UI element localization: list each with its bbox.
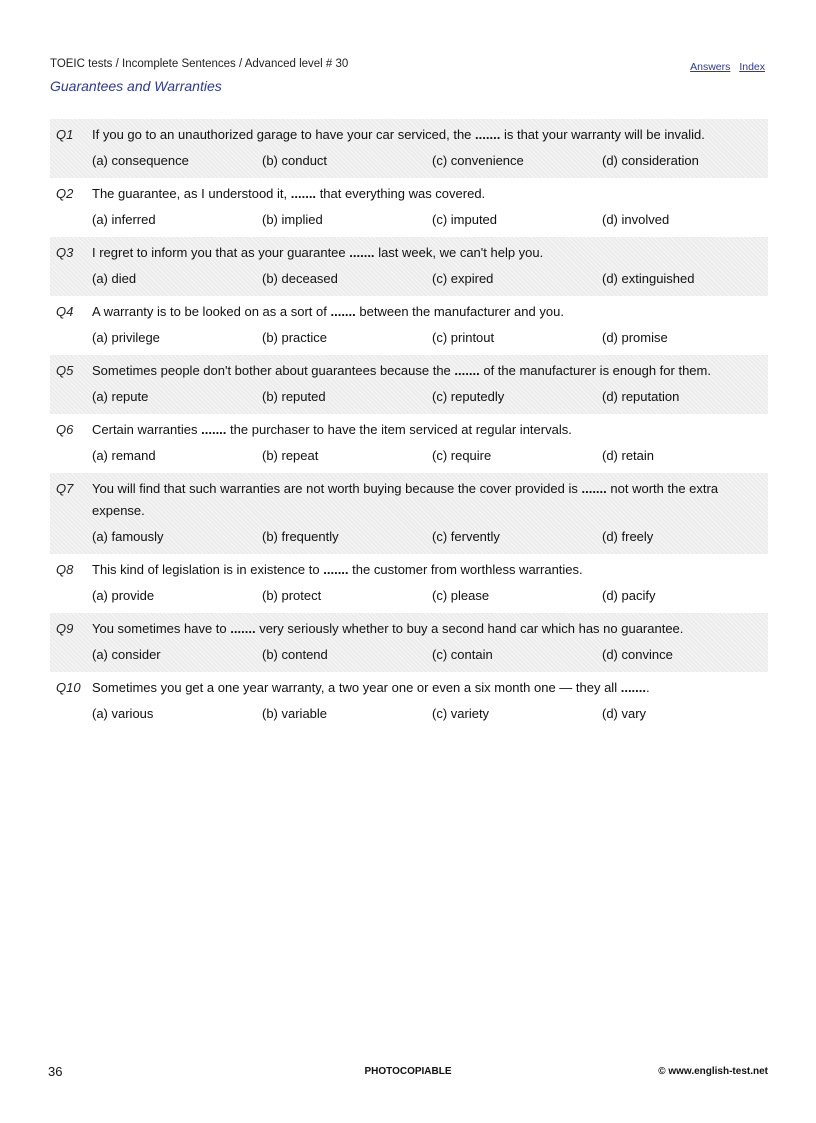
option-c: (c) reputedly [432,389,505,404]
question-2 [50,178,768,237]
question-5 [50,355,768,414]
question-number: Q6 [56,422,74,437]
page-number: 36 [48,1064,63,1079]
option-d: (d) promise [602,330,668,345]
answer-blank: ....... [330,304,356,319]
index-link[interactable]: Index [739,61,765,73]
option-d: (d) consideration [602,153,699,168]
question-text: Sometimes people don't bother about guarantees because the ....... of the manufacturer is enough for them. [92,363,711,378]
option-a: (a) inferred [92,212,156,227]
option-c: (c) expired [432,271,494,286]
option-c: (c) contain [432,647,493,662]
page-header [50,58,765,98]
answers-link[interactable]: Answers [690,61,731,73]
option-c: (c) require [432,448,492,463]
option-b: (b) deceased [262,271,338,286]
option-d: (d) extinguished [602,271,695,286]
option-d: (d) reputation [602,389,680,404]
answer-blank: ....... [201,422,227,437]
header-nav [684,61,765,73]
question-6 [50,414,768,473]
question-text: The guarantee, as I understood it, ....... that everything was covered. [92,186,486,201]
question-4 [50,296,768,355]
question-10 [50,672,768,731]
option-a: (a) consider [92,647,161,662]
answer-blank: ....... [581,481,607,496]
option-a: (a) died [92,271,137,286]
option-a: (a) famously [92,529,164,544]
option-d: (d) retain [602,448,655,463]
answer-blank: ....... [323,562,349,577]
option-b: (b) variable [262,706,328,721]
question-number: Q2 [56,186,74,201]
question-text: You sometimes have to ....... very seriously whether to buy a second hand car which has no guarantee. [92,621,684,636]
option-b: (b) contend [262,647,328,662]
question-number: Q9 [56,621,74,636]
answer-blank: ....... [454,363,480,378]
question-text: This kind of legislation is in existence to ....... the customer from worthless warranties. [92,562,583,577]
question-text: A warranty is to be looked on as a sort of ....... between the manufacturer and you. [92,304,564,319]
option-d: (d) convince [602,647,673,662]
option-c: (c) convenience [432,153,524,168]
option-b: (b) protect [262,588,322,603]
option-c: (c) fervently [432,529,500,544]
question-7 [50,473,768,554]
copyright-notice: © www.english-test.net [658,1066,768,1077]
option-a: (a) privilege [92,330,160,345]
option-c: (c) printout [432,330,495,345]
option-b: (b) practice [262,330,328,345]
question-list [50,119,768,731]
question-text: If you go to an unauthorized garage to have your car serviced, the ....... is that your warranty will be invalid. [92,127,705,142]
question-text: Sometimes you get a one year warranty, a two year one or even a six month one — they all ........ [92,680,650,695]
question-number: Q7 [56,481,74,496]
option-c: (c) variety [432,706,490,721]
question-8 [50,554,768,613]
option-d: (d) pacify [602,588,656,603]
option-d: (d) involved [602,212,670,227]
answer-blank: ....... [230,621,256,636]
question-text: I regret to inform you that as your guarantee ....... last week, we can't help you. [92,245,544,260]
option-b: (b) repeat [262,448,319,463]
breadcrumb: TOEIC tests / Incomplete Sentences / Advanced level # 30 [50,58,349,70]
question-number: Q1 [56,127,74,142]
page-footer [48,1064,768,1080]
option-a: (a) remand [92,448,156,463]
option-b: (b) reputed [262,389,326,404]
option-a: (a) various [92,706,154,721]
question-3 [50,237,768,296]
question-number: Q8 [56,562,74,577]
option-c: (c) imputed [432,212,498,227]
question-number: Q10 [56,680,81,695]
option-a: (a) repute [92,389,149,404]
option-b: (b) conduct [262,153,328,168]
answer-blank: ....... [349,245,375,260]
question-number: Q5 [56,363,74,378]
page-title: Guarantees and Warranties [50,78,222,94]
question-1 [50,119,768,178]
option-c: (c) please [432,588,490,603]
question-9 [50,613,768,672]
option-a: (a) provide [92,588,155,603]
option-d: (d) freely [602,529,654,544]
question-text: You will find that such warranties are not worth buying because the cover provided is ....... not worth the extra expense. [92,481,719,518]
option-b: (b) implied [262,212,323,227]
option-a: (a) consequence [92,153,189,168]
question-number: Q3 [56,245,74,260]
photocopiable-label: PHOTOCOPIABLE [364,1066,452,1077]
answer-blank: ....... [620,680,647,695]
answer-blank: ....... [290,186,317,201]
question-text: Certain warranties ....... the purchaser to have the item serviced at regular intervals. [92,422,572,437]
option-b: (b) frequently [262,529,339,544]
answer-blank: ....... [475,127,501,142]
question-number: Q4 [56,304,74,319]
option-d: (d) vary [602,706,647,721]
